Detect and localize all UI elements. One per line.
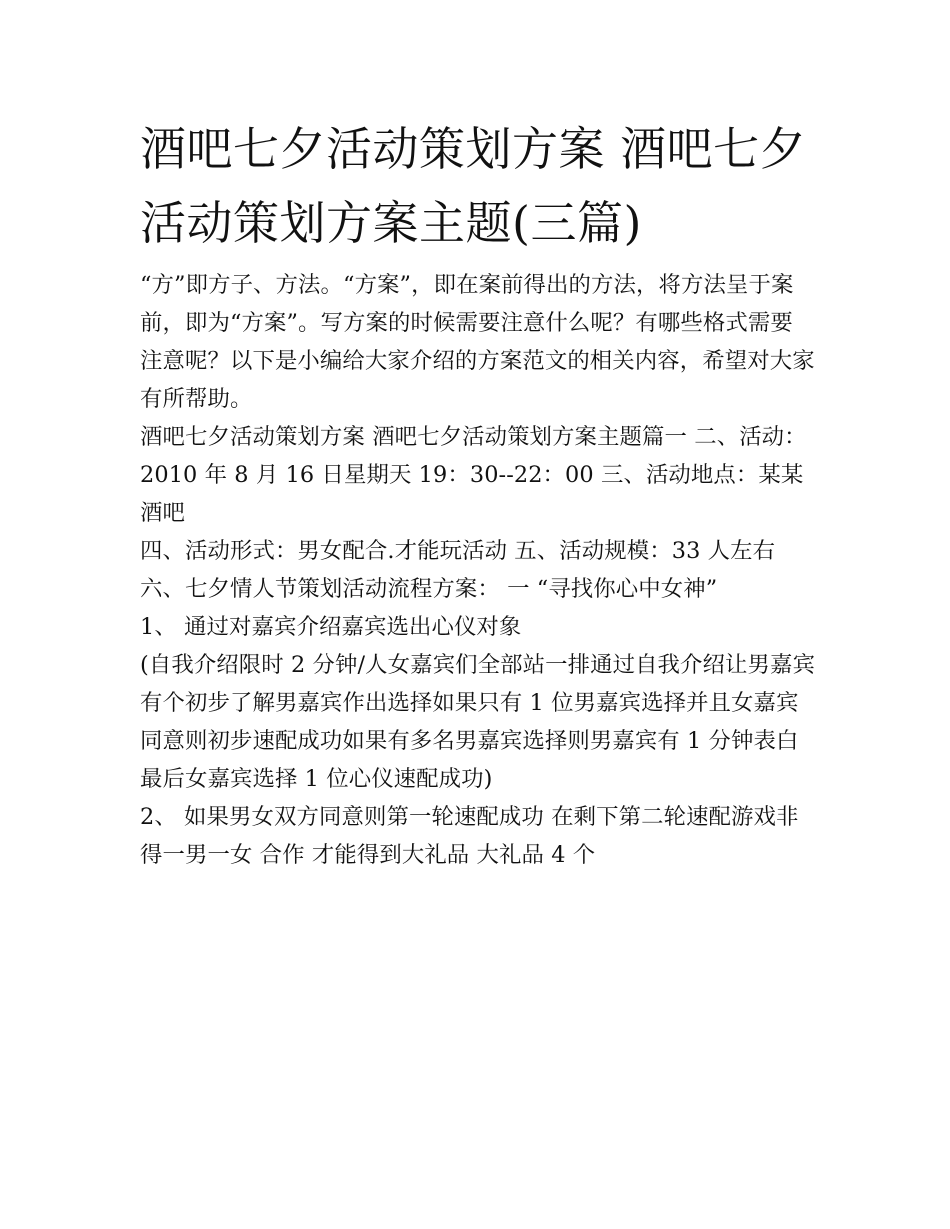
paragraph-step-2: 2、 如果男女双方同意则第一轮速配成功 在剩下第二轮速配游戏非得一男一女 合作 才能得到大礼品 大礼品 4 个 bbox=[140, 804, 799, 868]
paragraph-step-1: 1、 通过对嘉宾介绍嘉宾选出心仪对象 bbox=[140, 614, 522, 640]
paragraph-step-1-detail: (自我介绍限时 2 分钟/人女嘉宾们全部站一排通过自我介绍让男嘉宾有个初步了解男嘉宾作出选择如果只有 1 位男嘉宾选择并且女嘉宾同意则初步速配成功如果有多名男嘉宾选择则男嘉宾有 1 分钟表白最后女嘉宾选择 1 位心仪速配成功) bbox=[140, 652, 815, 792]
document-body bbox=[140, 112, 815, 874]
paragraph-time-location: 酒吧七夕活动策划方案 酒吧七夕活动策划方案主题篇一 二、活动：2010 年 8 月 16 日星期天 19：30--22：00 三、活动地点：某某酒吧 bbox=[140, 424, 807, 526]
paragraph-format-scale: 四、活动形式：男女配合.才能玩活动 五、活动规模：33 人左右 六、七夕情人节策划活动流程方案： 一 “寻找你心中女神” bbox=[140, 538, 776, 602]
paragraph-intro: “方”即方子、方法。“方案”，即在案前得出的方法，将方法呈于案前，即为“方案”。写方案的时候需要注意什么呢？有哪些格式需要注意呢？以下是小编给大家介绍的方案范文的相关内容，希望对大家有所帮助。 bbox=[140, 272, 815, 412]
document-title: 酒吧七夕活动策划方案 酒吧七夕活动策划方案主题(三篇) bbox=[140, 122, 807, 250]
